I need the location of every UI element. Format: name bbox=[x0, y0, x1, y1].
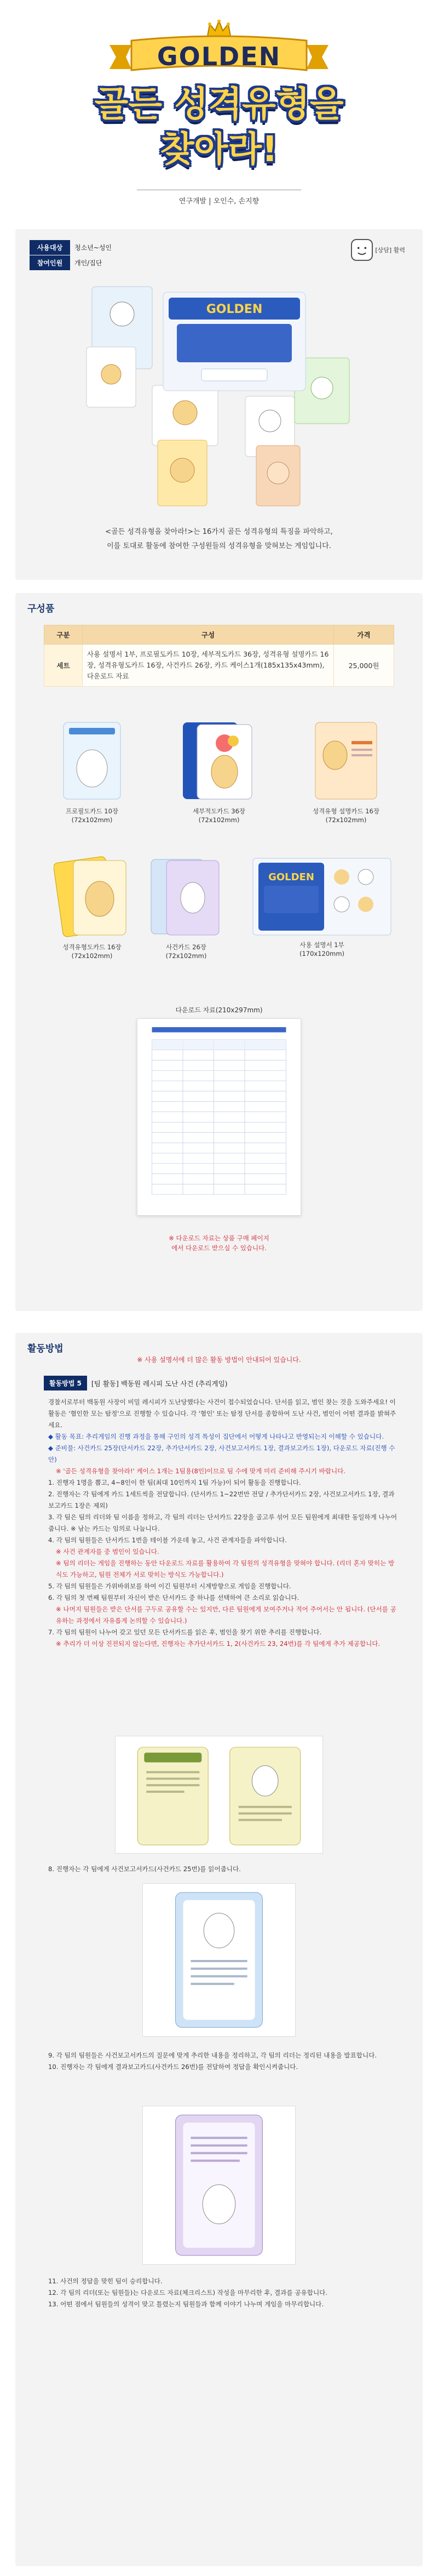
face-icon bbox=[351, 239, 373, 261]
composition-panel bbox=[15, 593, 423, 1311]
banner-word: GOLDEN bbox=[157, 42, 281, 71]
step-6-note: ※ 나머지 팀원들은 받은 단서를 구두로 공유할 수는 있지만, 다른 팀원에게 보여주거나 적어 주어서는 안 됩니다. (단서를 공유하는 과정에서 자유롭게 논의할 수 있습니다.) bbox=[56, 1605, 396, 1625]
download-worksheet-image bbox=[137, 1018, 301, 1216]
composition-title: 구성품 bbox=[27, 601, 54, 614]
prep-note: ※ '골든 성격유형을 찾아라!' 케이스 1개는 1팀용(8인)이므로 팀 수에 맞게 미리 준비해 주시기 바랍니다. bbox=[56, 1467, 346, 1475]
step-4-note-2: ※ 팀의 리더는 게임을 진행하는 동안 다운로드 자료를 활용하여 각 팀원의 성격유형을 맞혀야 합니다. (리더 혼자 맞히는 방식도 가능하고, 팀원 전체가 서로 맞히는 방식도 가능합니다.) bbox=[56, 1559, 395, 1578]
step-8: 8. 진행자는 각 팀에게 사건보고서카드(사건카드 25번)를 읽어줍니다. bbox=[48, 1865, 241, 1873]
col-price: 가격 bbox=[334, 625, 394, 645]
authors: 연구개발 | 오인수, 손지향 bbox=[178, 197, 260, 206]
hero-header bbox=[0, 0, 438, 208]
col-type: 구분 bbox=[44, 625, 83, 645]
intro-text: 경찰서로부터 백동원 사장이 비밀 레시피가 도난당했다는 사건이 접수되었습니다. 단서를 읽고, 범인 찾는 것을 도와주세요! 이 활동은 '혐인한 모는 탐정'으로 진행할 수 있습니다. 각 '혐인' 또는 탐정 단서를 종합하여 도난 사건, 범인이 어떤 결과를 밝혀주세요. bbox=[48, 1398, 396, 1429]
step-3: 3. 각 팀은 팀의 리더와 팀 이름을 정하고, 각 팀의 리더는 단서카드 22장을 골고루 섞어 모든 팀원에게 최대한 동일하게 나누어 줍니다. ※ 남는 카드는 임의로 나눕니다. bbox=[48, 1513, 397, 1532]
item-label: 사건카드 26장 (72x102mm) bbox=[165, 943, 207, 960]
step-9: 9. 각 팀의 팀원들은 사건보고서카드의 질문에 맞게 추리한 내용을 정리하고, 각 팀의 리더는 정리된 내용을 발표합니다. bbox=[48, 2051, 377, 2059]
activity-tag: 활동방법 5 bbox=[44, 1376, 87, 1390]
people-value: 개인/집단 bbox=[74, 259, 102, 267]
goal-text: ◆ 활동 목표: 추리게임의 진행 과정을 통해 구인의 성격 특성이 집단에서 어떻게 나타나고 반영되는지 이해할 수 있습니다. bbox=[48, 1433, 384, 1440]
manual-image bbox=[251, 855, 393, 937]
download-caption: 다운로드 자료(210x297mm) bbox=[175, 1006, 263, 1014]
activity-name: [팀 활동] 백동원 레시피 도난 사건 (추리게임) bbox=[91, 1379, 228, 1388]
step-2: 2. 진행자는 각 팀에게 카드 1세트씩을 전달합니다. (단서카드 1~22번만 전달 / 추가단서카드 2장, 사건보고서카드 1장, 결과보고카드 1장은 제외) bbox=[48, 1490, 395, 1509]
composition-table bbox=[44, 625, 394, 687]
product-info-panel bbox=[15, 229, 423, 580]
product-description bbox=[48, 525, 390, 554]
counsel-badge bbox=[351, 239, 405, 261]
item-label: 성격유형 설명카드 16장 (72x102mm) bbox=[313, 807, 379, 824]
clue-cards-figure bbox=[115, 1736, 323, 1854]
step-4: 4. 각 팀의 팀원들은 단서카드 1번을 테이블 가운데 놓고, 사건 관계자들을 파악합니다. bbox=[48, 1536, 287, 1544]
item-profile-card bbox=[37, 719, 147, 824]
svg-text:GOLDEN: GOLDEN bbox=[268, 871, 314, 883]
people-row bbox=[30, 255, 102, 270]
people-tag: 참여인원 bbox=[30, 255, 70, 270]
profile-card-image bbox=[54, 719, 130, 801]
item-label: 세부적도카드 36장 (72x102mm) bbox=[192, 807, 246, 824]
desc-line-2: 이를 토대로 활동에 참여한 구성원들의 성격유형을 맞혀보는 게임입니다. bbox=[107, 542, 331, 550]
title-line-1: 골든 성격유형을 bbox=[94, 84, 344, 125]
badge-label: [상담] 활력 bbox=[375, 247, 405, 254]
step-11: 11. 사건의 정답을 맞힌 팀이 승리합니다. bbox=[48, 2277, 163, 2285]
event-card-image bbox=[148, 855, 224, 937]
item-label: 사용 설명서 1부 (170x120mm) bbox=[299, 941, 345, 958]
item-label: 프로필도카드 10장 (72x102mm) bbox=[65, 807, 119, 824]
item-detail-card bbox=[164, 719, 274, 824]
svg-text:GOLDEN: GOLDEN bbox=[206, 303, 263, 316]
step-7: 7. 각 팀의 팀원이 나누어 갖고 있던 모든 단서카드를 읽은 후, 범인을 찾기 위한 추리를 진행합니다. bbox=[48, 1628, 322, 1636]
item-manual bbox=[240, 855, 404, 958]
howto-panel bbox=[15, 1333, 423, 2566]
step-6: 6. 각 팀의 첫 번째 팀원부터 자신이 받은 단서카드 중 하나를 선택하여 큰 소리로 읽습니다. bbox=[48, 1594, 299, 1602]
target-tag: 사용대상 bbox=[30, 240, 70, 255]
row-items: 사용 설명서 1부, 프로필도카드 10장, 세부적도카드 36장, 성격유형 설명카드 16장, 성격유형도카드 16장, 사건카드 26장, 카드 케이스1개(185x135x43mm), 다운로드 자료 bbox=[83, 645, 334, 687]
manual-note: ※ 사용 설명서에 더 많은 활동 방법이 안내되어 있습니다. bbox=[137, 1356, 301, 1364]
item-type-card bbox=[37, 855, 147, 960]
download-note: ※ 다운로드 자료는 상품 구매 페이지 에서 다운로드 받으실 수 있습니다. bbox=[169, 1234, 269, 1252]
type-desc-card-image bbox=[308, 719, 384, 801]
prep-text: ◆ 준비물: 사건카드 25장(단서카드 22장, 추가단서카드 2장, 사건보고서카드 1장, 결과보고카드 1장), 다운로드 자료(진행 수안) bbox=[48, 1444, 395, 1463]
step-4-note-1: ※ 사건 관계자를 중 범인이 있습니다. bbox=[56, 1548, 159, 1555]
target-row bbox=[30, 240, 112, 255]
item-type-desc-card bbox=[291, 719, 401, 824]
row-type: 세트 bbox=[44, 645, 83, 687]
row-price: 25,000원 bbox=[334, 645, 394, 687]
title-line-2: 찾아라! bbox=[160, 129, 278, 170]
page-title bbox=[33, 82, 405, 172]
detail-card-image bbox=[181, 719, 257, 801]
activity-body bbox=[48, 1397, 399, 1650]
product-photo bbox=[81, 281, 355, 511]
col-items: 구성 bbox=[83, 625, 334, 645]
desc-line-1: <골든 성격유형을 찾아라!>는 16가지 골든 성격유형의 특징을 파악하고, bbox=[105, 528, 333, 536]
target-value: 청소년~성인 bbox=[74, 244, 112, 252]
result-card-figure bbox=[142, 2106, 296, 2265]
howto-title: 활동방법 bbox=[27, 1341, 64, 1354]
table-header-row bbox=[44, 625, 394, 645]
item-label: 성격유형도카드 16장 (72x102mm) bbox=[62, 943, 122, 960]
type-card-image bbox=[54, 855, 130, 937]
step-7-note: ※ 추리가 더 이상 진전되지 않는다면, 진행자는 추가단서카드 1, 2(사건카드 23, 24번)를 각 팀에게 추가 제공합니다. bbox=[56, 1640, 381, 1648]
item-event-card bbox=[142, 855, 230, 960]
step-13: 13. 어떤 점에서 팀원들의 성격이 맞고 틀렸는지 팀원들과 함께 이야기 나누며 게임을 마무리합니다. bbox=[48, 2300, 324, 2308]
steps-9-10 bbox=[48, 2050, 399, 2073]
step-10: 10. 진행자는 각 팀에게 결과보고카드(사건카드 26번)를 전달하여 정답을 확인시켜줍니다. bbox=[48, 2063, 298, 2071]
step-12: 12. 각 팀의 리더(또는 팀원들)는 다운로드 자료(체크리스트) 작성을 마무리한 후, 결과를 공유합니다. bbox=[48, 2289, 328, 2296]
table-row bbox=[44, 645, 394, 687]
activity-label bbox=[44, 1376, 228, 1390]
report-card-figure bbox=[142, 1883, 296, 2037]
steps-11-13 bbox=[48, 2276, 399, 2310]
step-5: 5. 각 팀의 팀원들은 가위바위보를 하여 이긴 팀원부터 시계방향으로 게임을 진행합니다. bbox=[48, 1582, 291, 1590]
step-1: 1. 진행자 1명을 뽑고, 4~8인이 한 팀(최대 10인까지 1팀 가능)이 되어 활동을 진행합니다. bbox=[48, 1479, 301, 1486]
